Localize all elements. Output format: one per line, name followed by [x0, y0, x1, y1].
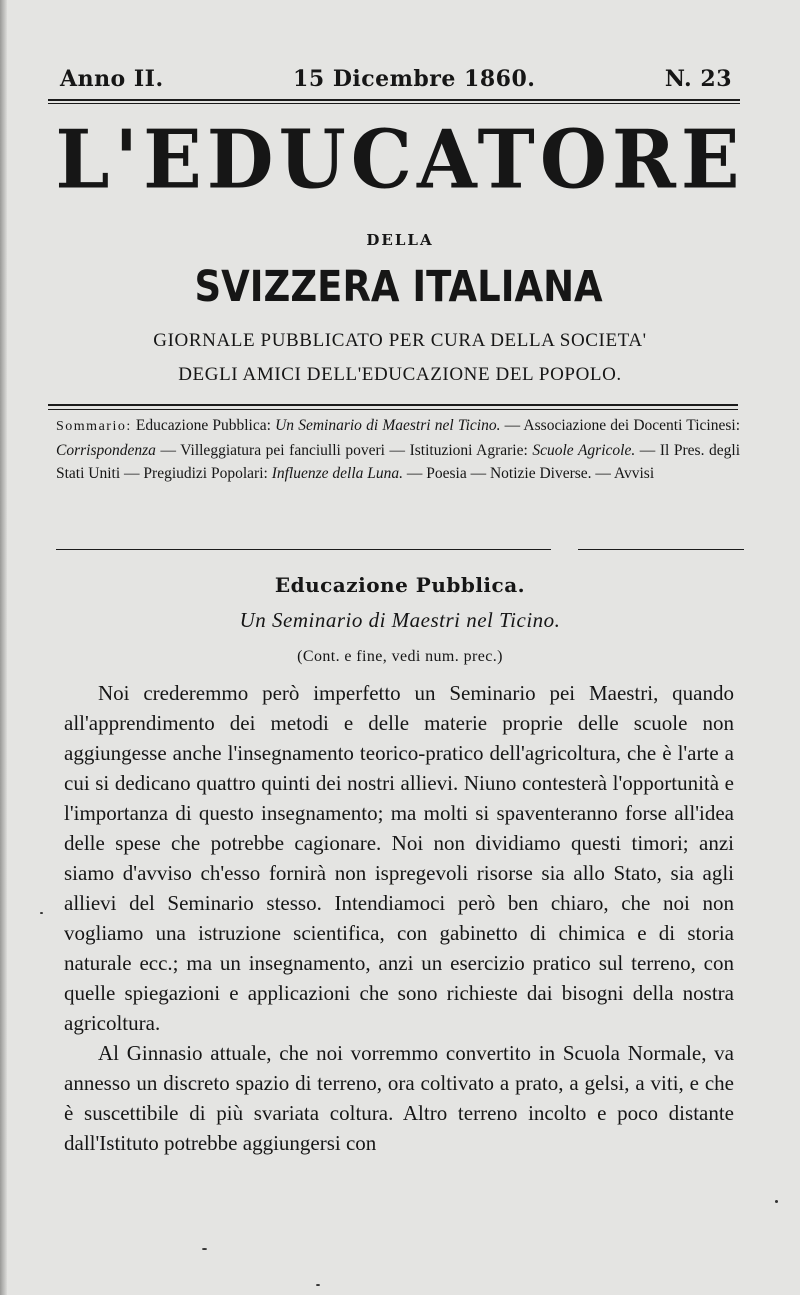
print-speck [202, 1248, 207, 1250]
newspaper-title: L'EDUCATORE [55, 112, 745, 208]
print-speck [316, 1284, 320, 1286]
summary-items [56, 417, 740, 482]
issue-date: 15 Dicembre 1860. [293, 66, 536, 92]
summary-section: Educazione Pubblica: [131, 417, 276, 434]
summary-section: — Il Pres. degli Stati Uniti — Pregiudizi Popolari: [56, 441, 740, 482]
print-speck [40, 912, 43, 914]
dateline [60, 66, 732, 92]
tagline-line-2: DEGLI AMICI DELL'EDUCAZIONE DEL POPOLO. [178, 364, 622, 385]
summary-rule-top [48, 404, 738, 406]
print-speck [775, 1200, 778, 1203]
summary-section: — Villeggiatura pei fanciulli poveri — Istituzioni Agrarie: [155, 441, 533, 459]
newspaper-subtitle: SVIZZERA ITALIANA [194, 262, 603, 312]
summary-article-title: Un Seminario di Maestri nel Ticino. [275, 417, 501, 434]
summary-article-title: Influenze della Luna. [271, 465, 404, 482]
title-connector: DELLA [366, 231, 434, 249]
article-title: Un Seminario di Maestri nel Ticino. [239, 608, 561, 632]
summary-label: Sommario: [56, 419, 132, 434]
masthead-rule-top-thin [48, 103, 740, 104]
summary-rule-top-thin [48, 409, 738, 410]
section-title: Educazione Pubblica. [274, 573, 526, 597]
table-of-contents [56, 414, 740, 486]
masthead-rule-top [48, 99, 740, 101]
summary-article-title: Scuole Agricole. [532, 441, 636, 459]
article-paragraph: Noi crederemmo però imperfetto un Seminario pei Maestri, quando all'apprendimento dei metodi e delle materie proprie delle scuole non aggiungesse anche l'insegnamento teorico-pratico dell'agricoltura, che è l'arte a cui si dedicano quattro quinti dei nostri allievi. Niuno contesterà l'opportunità e l'importanza di questo insegnamento; ma molti si spaventeranno forse all'idea delle spese che potrebbe cagionare. Noi non dividiamo questi timori; anzi siamo d'avviso ch'esso fornirà non ispregevoli risorse sia allo Stato, sia agli allievi del Seminario stesso. Intendiamoci però ben chiaro, che noi non vogliamo una istruzione scientifica, con gabinetto di chimica e di storia naturale ecc.; ma un insegnamento, anzi un esercizio pratico sul terreno, con quelle spiegazioni e applicazioni che sono richieste dai bisogni della nostra agricoltura. [64, 681, 734, 1035]
summary-rule-bottom-right [578, 549, 744, 550]
summary-article-title: Corrispondenza [56, 441, 156, 459]
summary-section: — Poesia — Notizie Diverse. — Avvisi [403, 465, 655, 482]
summary-rule-bottom-left [56, 549, 551, 550]
issue-year: Anno II. [60, 66, 164, 92]
article-body [64, 678, 734, 1158]
issue-number: N. 23 [664, 66, 732, 92]
tagline-line-1: GIORNALE PUBBLICATO PER CURA DELLA SOCIETA' [153, 330, 647, 351]
article-paragraph: Al Ginnasio attuale, che noi vorremmo convertito in Scuola Normale, va annesso un discreto spazio di terreno, ora coltivato a prato, a gelsi, a viti, e che è suscettibile di più svariata coltura. Altro terreno incolto e poco distante dall'Istituto potrebbe aggiungersi con [64, 1041, 734, 1155]
summary-section: — Associazione dei Docenti Ticinesi: [500, 417, 740, 434]
continuation-note: (Cont. e fine, vedi num. prec.) [297, 648, 503, 665]
